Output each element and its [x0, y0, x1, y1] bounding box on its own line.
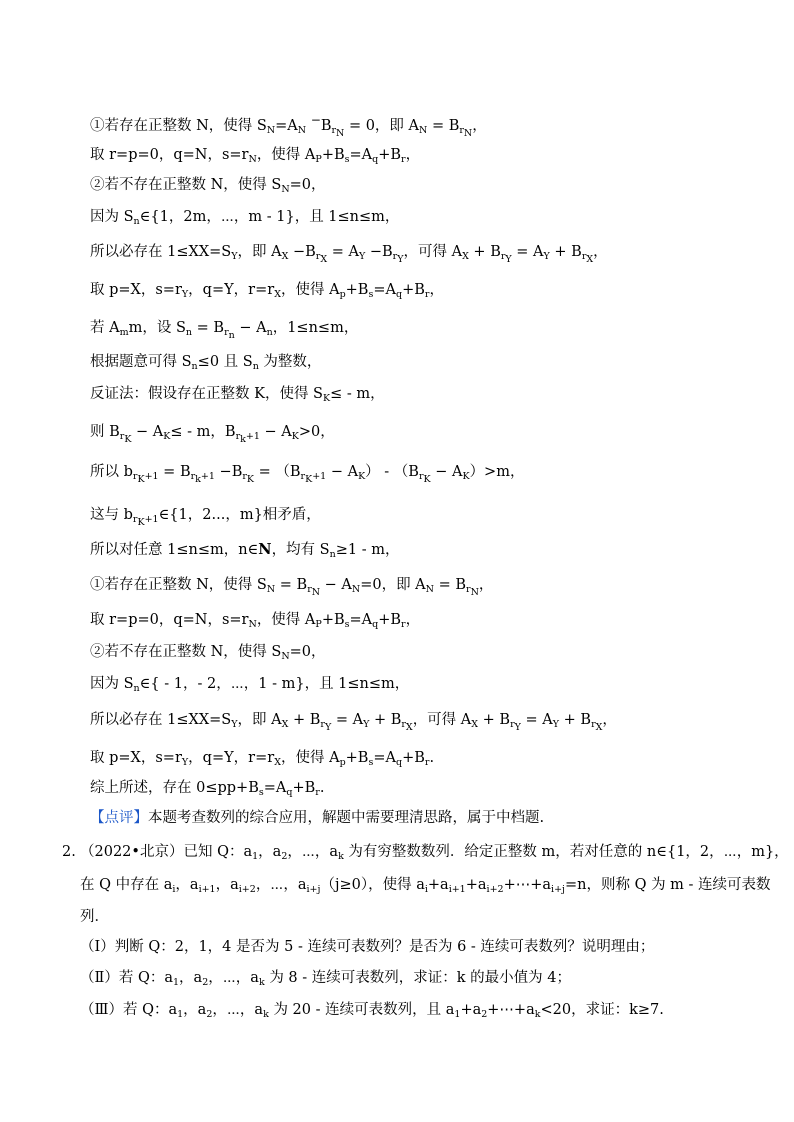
comment-text: 本题考查数列的综合应用，解题中需要理清思路，属于中档题. — [148, 810, 545, 826]
solution-line: 反证法：假设存在正整数 K，使得 $S_K\le - m$， — [90, 386, 385, 404]
solution-line: 取 r=p=0，q=N，$s=r_N$，使得 $A_P+B_s=A_q+B_r$， — [90, 147, 421, 165]
solution-line: 因为 $S_n\in\{1$，2m，⋯，m - 1}，且 1≤n≤m， — [90, 209, 400, 227]
solution-line: ②若不存在正整数 N，使得 $S_N=0$， — [90, 177, 326, 195]
solution-line: 所以必存在 $1\le XX=S_Y$，即 $A_X -B_{r_X} = A_Y -B_{r_Y}$，可得 $A_X + B_{r_Y} = A_Y + B_{r_X}$， — [90, 244, 608, 265]
question-part: （Ⅲ）若 Q：$a_1$，$a_2$，⋯，$a_k$ 为 20 - 连续可表数列，且 $a_1+a_2+\cdots+a_k<20$，求证：k≥7. — [80, 1002, 664, 1020]
solution-line: 则 $B_{r_K} - A_K\le - m$，$B_{r_k+1} - A_K>0$， — [90, 424, 335, 445]
solution-line: 根据题意可得 $S_n\le 0$ 且 $S_n$ 为整数， — [90, 354, 322, 372]
solution-line: 因为 $S_n\in\{ - 1$，- 2，⋯，1 - m}，且 1≤n≤m， — [90, 676, 410, 694]
question-part: （Ⅱ）若 Q：$a_1$，$a_2$，⋯，$a_k$ 为 8 - 连续可表数列，求证：k 的最小值为 4； — [80, 970, 572, 988]
solution-line: 取 p=X，$s=r_Y$，q=Y，$r=r_X$，使得 $A_p+B_s=A_q+B_r$， — [90, 282, 444, 300]
solution-line: 所以对任意 1≤n≤m，n∈N，均有 $S_n\ge 1 - m$， — [90, 541, 400, 560]
question-number: 2. — [62, 844, 76, 860]
solution-line: ①若存在正整数 N，使得 $S_N=A_N$ $^-B_{r_N} = 0$，即 $A_N = B_{r_N}$， — [90, 113, 487, 139]
solution-line: 取 p=X，$s=r_Y$，q=Y，$r=r_X$，使得 $A_p+B_s=A_q+B_r$. — [90, 750, 435, 768]
comment-tag: 【点评】 — [90, 810, 148, 826]
solution-line: 若 $A_mm$，设 $S_n = B_{r_n} - A_n$，1≤n≤m， — [90, 320, 359, 341]
question-line: （2022•北京）已知 Q：$a_1$，$a_2$，⋯，$a_k$ 为有穷整数数列．给定正整数 m，若对任意的 n∈{1，2，⋯，m}， — [80, 844, 789, 862]
solution-line: 取 r=p=0，q=N，$s=r_N$，使得 $A_P+B_s=A_q+B_r$， — [90, 612, 421, 630]
question-line: 列． — [80, 909, 109, 925]
solution-line: 所以必存在 $1\le XX=S_Y$，即 $A_X + B_{r_Y} = A_Y + B_{r_X}$，可得 $A_X + B_{r_Y} = A_Y + B_{r_X}$， — [90, 712, 617, 733]
solution-line: ①若存在正整数 N，使得 $S_N = B_{r_N} - A_N=0$，即 $A_N = B_{r_N}$， — [90, 577, 494, 598]
solution-line: 综上所述，存在 $0\le pp+B_s=A_q+B_r$. — [90, 780, 325, 798]
question-line: 在 Q 中存在 $a_i$，$a_{i+1}$，$a_{i+2}$，⋯，$a_{i+j}(j\ge 0)$，使得 $a_i+a_{i+1}+a_{i+2}+\cdots+a_{i+j}=n$，则称 Q 为 m - 连续可表数 — [80, 877, 771, 895]
question-part: （Ⅰ）判断 Q：2，1，4 是否为 5 - 连续可表数列？是否为 6 - 连续可表数列？说明理由； — [80, 939, 655, 955]
solution-line: ②若不存在正整数 N，使得 $S_N=0$， — [90, 644, 326, 662]
solution-line: 所以 $b_{r_K+1} = B_{r_k+1} -B_{r_K} = (B_{r_K+1} - A_K) - (B_{r_K} - A_K)>m$， — [90, 464, 525, 485]
solution-line: 这与 $b_{r_K+1}\in\{1$，2...，m}相矛盾， — [90, 507, 321, 528]
comment — [90, 808, 544, 828]
